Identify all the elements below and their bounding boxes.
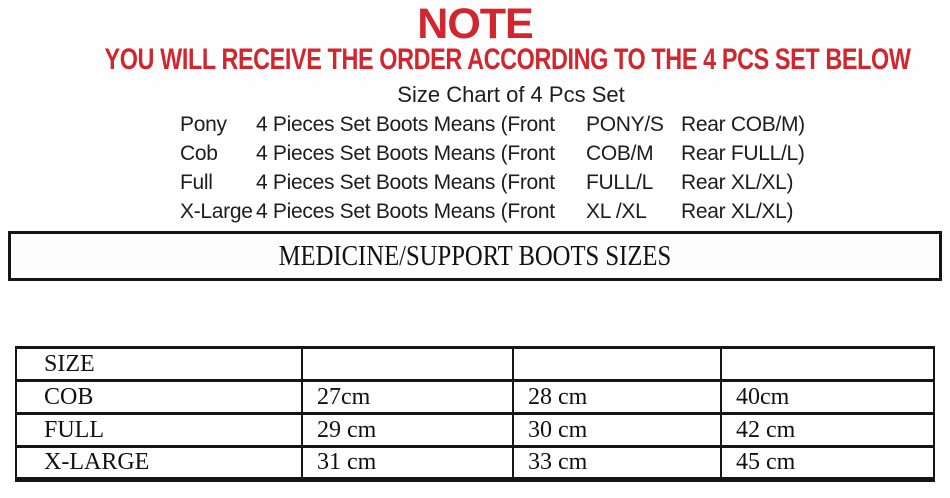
table-header-row (16, 348, 934, 381)
boots-sizes-banner (8, 231, 942, 281)
row-value: 31 cm (302, 447, 513, 480)
size-chart-subtitle: Size Chart of 4 Pcs Set (397, 82, 625, 107)
set-means-text: 4 Pieces Set Boots Means (Front (256, 142, 555, 165)
set-size-label: Cob (180, 142, 218, 165)
set-means-text: 4 Pieces Set Boots Means (Front (256, 200, 555, 223)
set-definition-row-pony (180, 110, 950, 139)
row-label: FULL (16, 414, 302, 447)
set-size-label: Full (180, 171, 213, 194)
set-rear-size: Rear COB/M) (681, 113, 805, 136)
row-label: COB (16, 381, 302, 414)
set-definition-row-xlarge (180, 197, 950, 226)
set-means-text: 4 Pieces Set Boots Means (Front (256, 113, 555, 136)
table-header-empty (513, 348, 721, 381)
set-front-size: FULL/L (586, 171, 654, 194)
sizes-table (15, 346, 935, 482)
set-rear-size: Rear XL/XL) (681, 171, 794, 194)
set-rear-size: Rear FULL/L) (681, 142, 805, 165)
set-definition-row-full (180, 168, 950, 197)
table-header-empty (302, 348, 513, 381)
set-front-size: PONY/S (586, 113, 664, 136)
row-label: X-LARGE (16, 447, 302, 480)
row-value: 42 cm (721, 414, 934, 447)
note-heading: NOTE (417, 0, 533, 48)
set-front-size: XL /XL (586, 200, 647, 223)
table-header-size: SIZE (16, 348, 302, 381)
row-value: 40cm (721, 381, 934, 414)
set-size-label: Pony (180, 113, 227, 136)
set-definition-row-cob (180, 139, 950, 168)
table-row-cob (16, 381, 934, 414)
table-header-empty (721, 348, 934, 381)
order-note-text: YOU WILL RECEIVE THE ORDER ACCORDING TO THE 4 PCS SET BELOW (104, 43, 911, 76)
row-value: 29 cm (302, 414, 513, 447)
set-rear-size: Rear XL/XL) (681, 200, 794, 223)
row-value: 30 cm (513, 414, 721, 447)
boots-sizes-title: MEDICINE/SUPPORT BOOTS SIZES (278, 239, 672, 272)
set-definitions (180, 110, 950, 226)
set-means-text: 4 Pieces Set Boots Means (Front (256, 171, 555, 194)
row-value: 28 cm (513, 381, 721, 414)
row-value: 27cm (302, 381, 513, 414)
row-value: 33 cm (513, 447, 721, 480)
set-size-label: X-Large (180, 200, 253, 223)
row-value: 45 cm (721, 447, 934, 480)
set-front-size: COB/M (586, 142, 654, 165)
table-row-xlarge (16, 447, 934, 480)
table-row-full (16, 414, 934, 447)
